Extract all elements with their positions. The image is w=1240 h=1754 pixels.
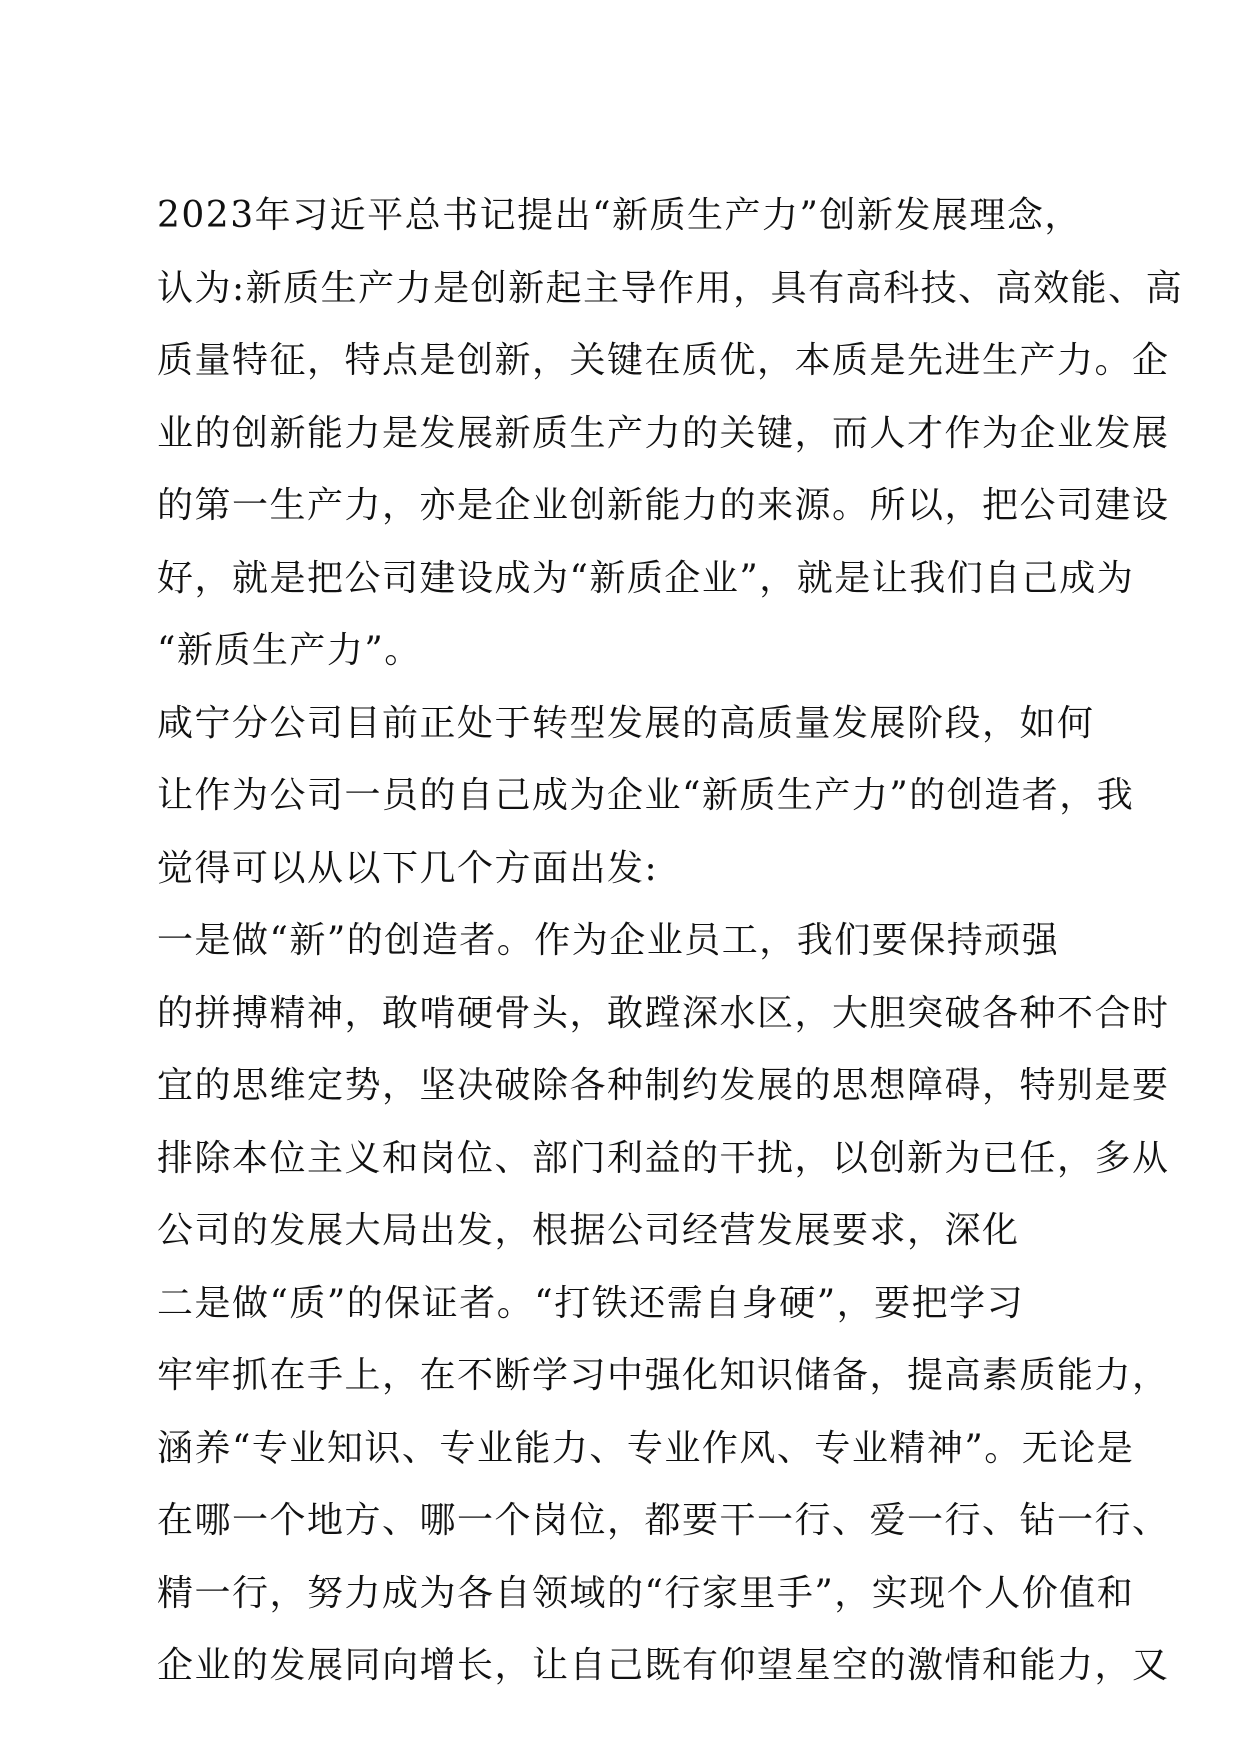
text-line: 的拼搏精神，敢啃硬骨头，敢蹚深水区，大胆突破各种不合时 (157, 992, 1170, 1034)
text-line: 宜的思维定势，坚决破除各种制约发展的思想障碍，特别是要 (157, 1065, 1170, 1106)
text-line: 排除本位主义和岗位、部门利益的干扰，以创新为已任，多从 (157, 1137, 1170, 1179)
text-line: 的第一生产力，亦是企业创新能力的来源。所以，把公司建设 (157, 485, 1170, 526)
text-line: 精一行，努力成为各自领域的“行家里手”，实现个人价值和 (157, 1572, 1135, 1614)
text-line: 公司的发展大局出发，根据公司经营发展要求，深化 (157, 1210, 1020, 1251)
text-line: 觉得可以从以下几个方面出发: (157, 847, 659, 889)
text-line: 企业的发展同向增长，让自己既有仰望星空的激情和能力，又 (157, 1645, 1170, 1686)
text-line: “新质生产力”。 (157, 630, 422, 671)
text-line: 认为:新质生产力是创新起主导作用，具有高科技、高效能、高 (157, 267, 1184, 309)
text-line: 一是做“新”的创造者。作为企业员工，我们要保持顽强 (157, 920, 1060, 961)
text-line: 二是做“质”的保证者。“打铁还需自身硬”，要把学习 (157, 1282, 1025, 1324)
text-line: 咸宁分公司目前正处于转型发展的高质量发展阶段，如何 (157, 702, 1095, 744)
text-line: 牢牢抓在手上，在不断学习中强化知识储备，提高素质能力， (157, 1355, 1170, 1396)
text-line: 质量特征，特点是创新，关键在质优，本质是先进生产力。企 (157, 340, 1170, 381)
text-line: 业的创新能力是发展新质生产力的关键，而人才作为企业发展 (157, 412, 1170, 454)
text-line: 2023年习近平总书记提出“新质生产力”创新发展理念， (157, 195, 1082, 236)
text-line: 好，就是把公司建设成为“新质企业”，就是让我们自己成为 (157, 557, 1135, 599)
document-body (157, 180, 1184, 1703)
text-line: 涵养“专业知识、专业能力、专业作风、专业精神”。无论是 (157, 1427, 1135, 1469)
text-line: 在哪一个地方、哪一个岗位，都要干一行、爱一行、钻一行、 (157, 1500, 1170, 1541)
text-line: 让作为公司一员的自己成为企业“新质生产力”的创造者，我 (157, 775, 1135, 816)
